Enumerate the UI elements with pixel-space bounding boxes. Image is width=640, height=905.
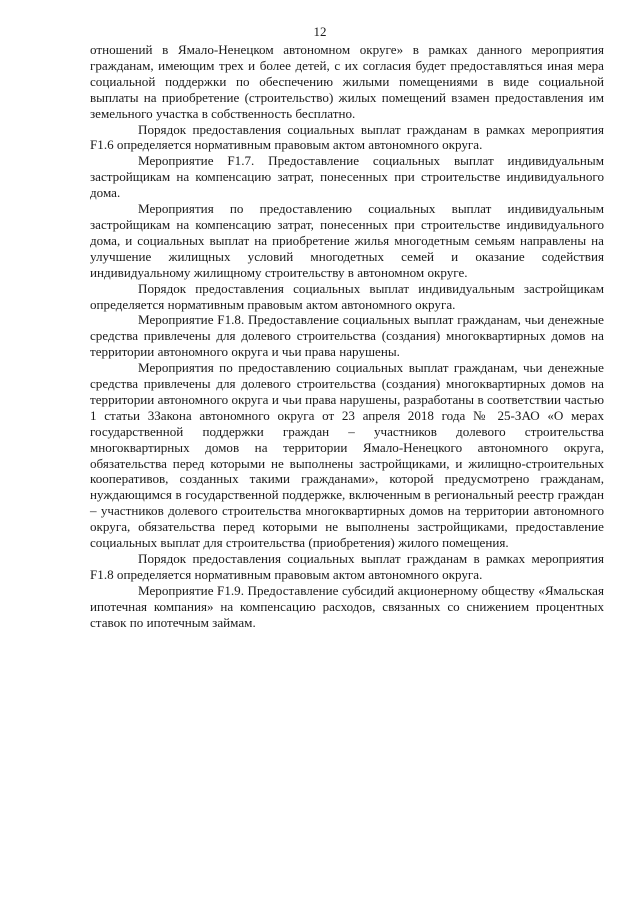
paragraph-measure-f1-9: Мероприятие F1.9. Предоставление субсидий акционерному обществу «Ямальская ипотечная компания» на компенсацию расходов, связанных со снижением процентных ставок по ипотечным займам. xyxy=(90,582,604,630)
paragraph-measure-f1-8-details: Мероприятия по предоставлению социальных выплат гражданам, чьи денежные средства привлечены для долевого строительства (создания) многоквартирных домов на территории автономного округа и чьи права нарушены, разработаны в соответствии частью 1 статьи 3Закона автономного округа от 23 апреля 2018 года № 25-ЗАО «О мерах государственной поддержки граждан – участников долевого строительства многоквартирных домов на территории Ямало-Ненецкого автономного округа, обязательства перед которыми не выполнены застройщиками, и жилищно-строительных кооперативов, созданных такими гражданами», которой предусмотрено гражданам, нуждающимся в государственной поддержке, включенным в региональный реестр граждан – участников долевого строительства многоквартирных домов на территории автономного округа, обязательства перед которыми не выполнены застройщиками, предоставление социальных выплат для строительства (приобретения) жилого помещения. xyxy=(90,360,604,551)
paragraph-procedure-f1-8: Порядок предоставления социальных выплат гражданам в рамках мероприятия F1.8 определяется нормативным правовым актом автономного округа. xyxy=(90,551,604,582)
paragraph-measure-f1-7-details: Мероприятия по предоставлению социальных выплат индивидуальным застройщикам на компенсацию затрат, понесенных при строительстве индивидуального дома, и социальных выплат на приобретение жилья многодетным семьям направлены на улучшение жилищных условий многодетных семей и оказание содействия индивидуальному жилищному строительству в автономном округе. xyxy=(90,201,604,280)
page-number: 12 xyxy=(313,24,327,39)
paragraph-measure-f1-8: Мероприятие F1.8. Предоставление социальных выплат гражданам, чьи денежные средства привлечены для долевого строительства (создания) многоквартирных домов на территории автономного округа и чьи права нарушены. xyxy=(90,312,604,360)
document-body xyxy=(90,42,604,631)
paragraph-procedure-f1-6: Порядок предоставления социальных выплат гражданам в рамках мероприятия F1.6 определяется нормативным правовым актом автономного округа. xyxy=(90,121,604,153)
paragraph-continuation: отношений в Ямало-Ненецком автономном округе» в рамках данного мероприятия гражданам, имеющим трех и более детей, с их согласия будет предоставляться иная мера социальной поддержки по обеспечению жилыми помещениями в виде социальной выплаты на приобретение (строительство) жилых помещений взамен предоставления им земельного участка в собственность бесплатно. xyxy=(90,42,604,121)
paragraph-procedure-f1-7: Порядок предоставления социальных выплат индивидуальным застройщикам определяется нормативным правовым актом автономного округа. xyxy=(90,280,604,312)
paragraph-measure-f1-7: Мероприятие F1.7. Предоставление социальных выплат индивидуальным застройщикам на компенсацию затрат, понесенных при строительстве индивидуального дома. xyxy=(90,153,604,201)
